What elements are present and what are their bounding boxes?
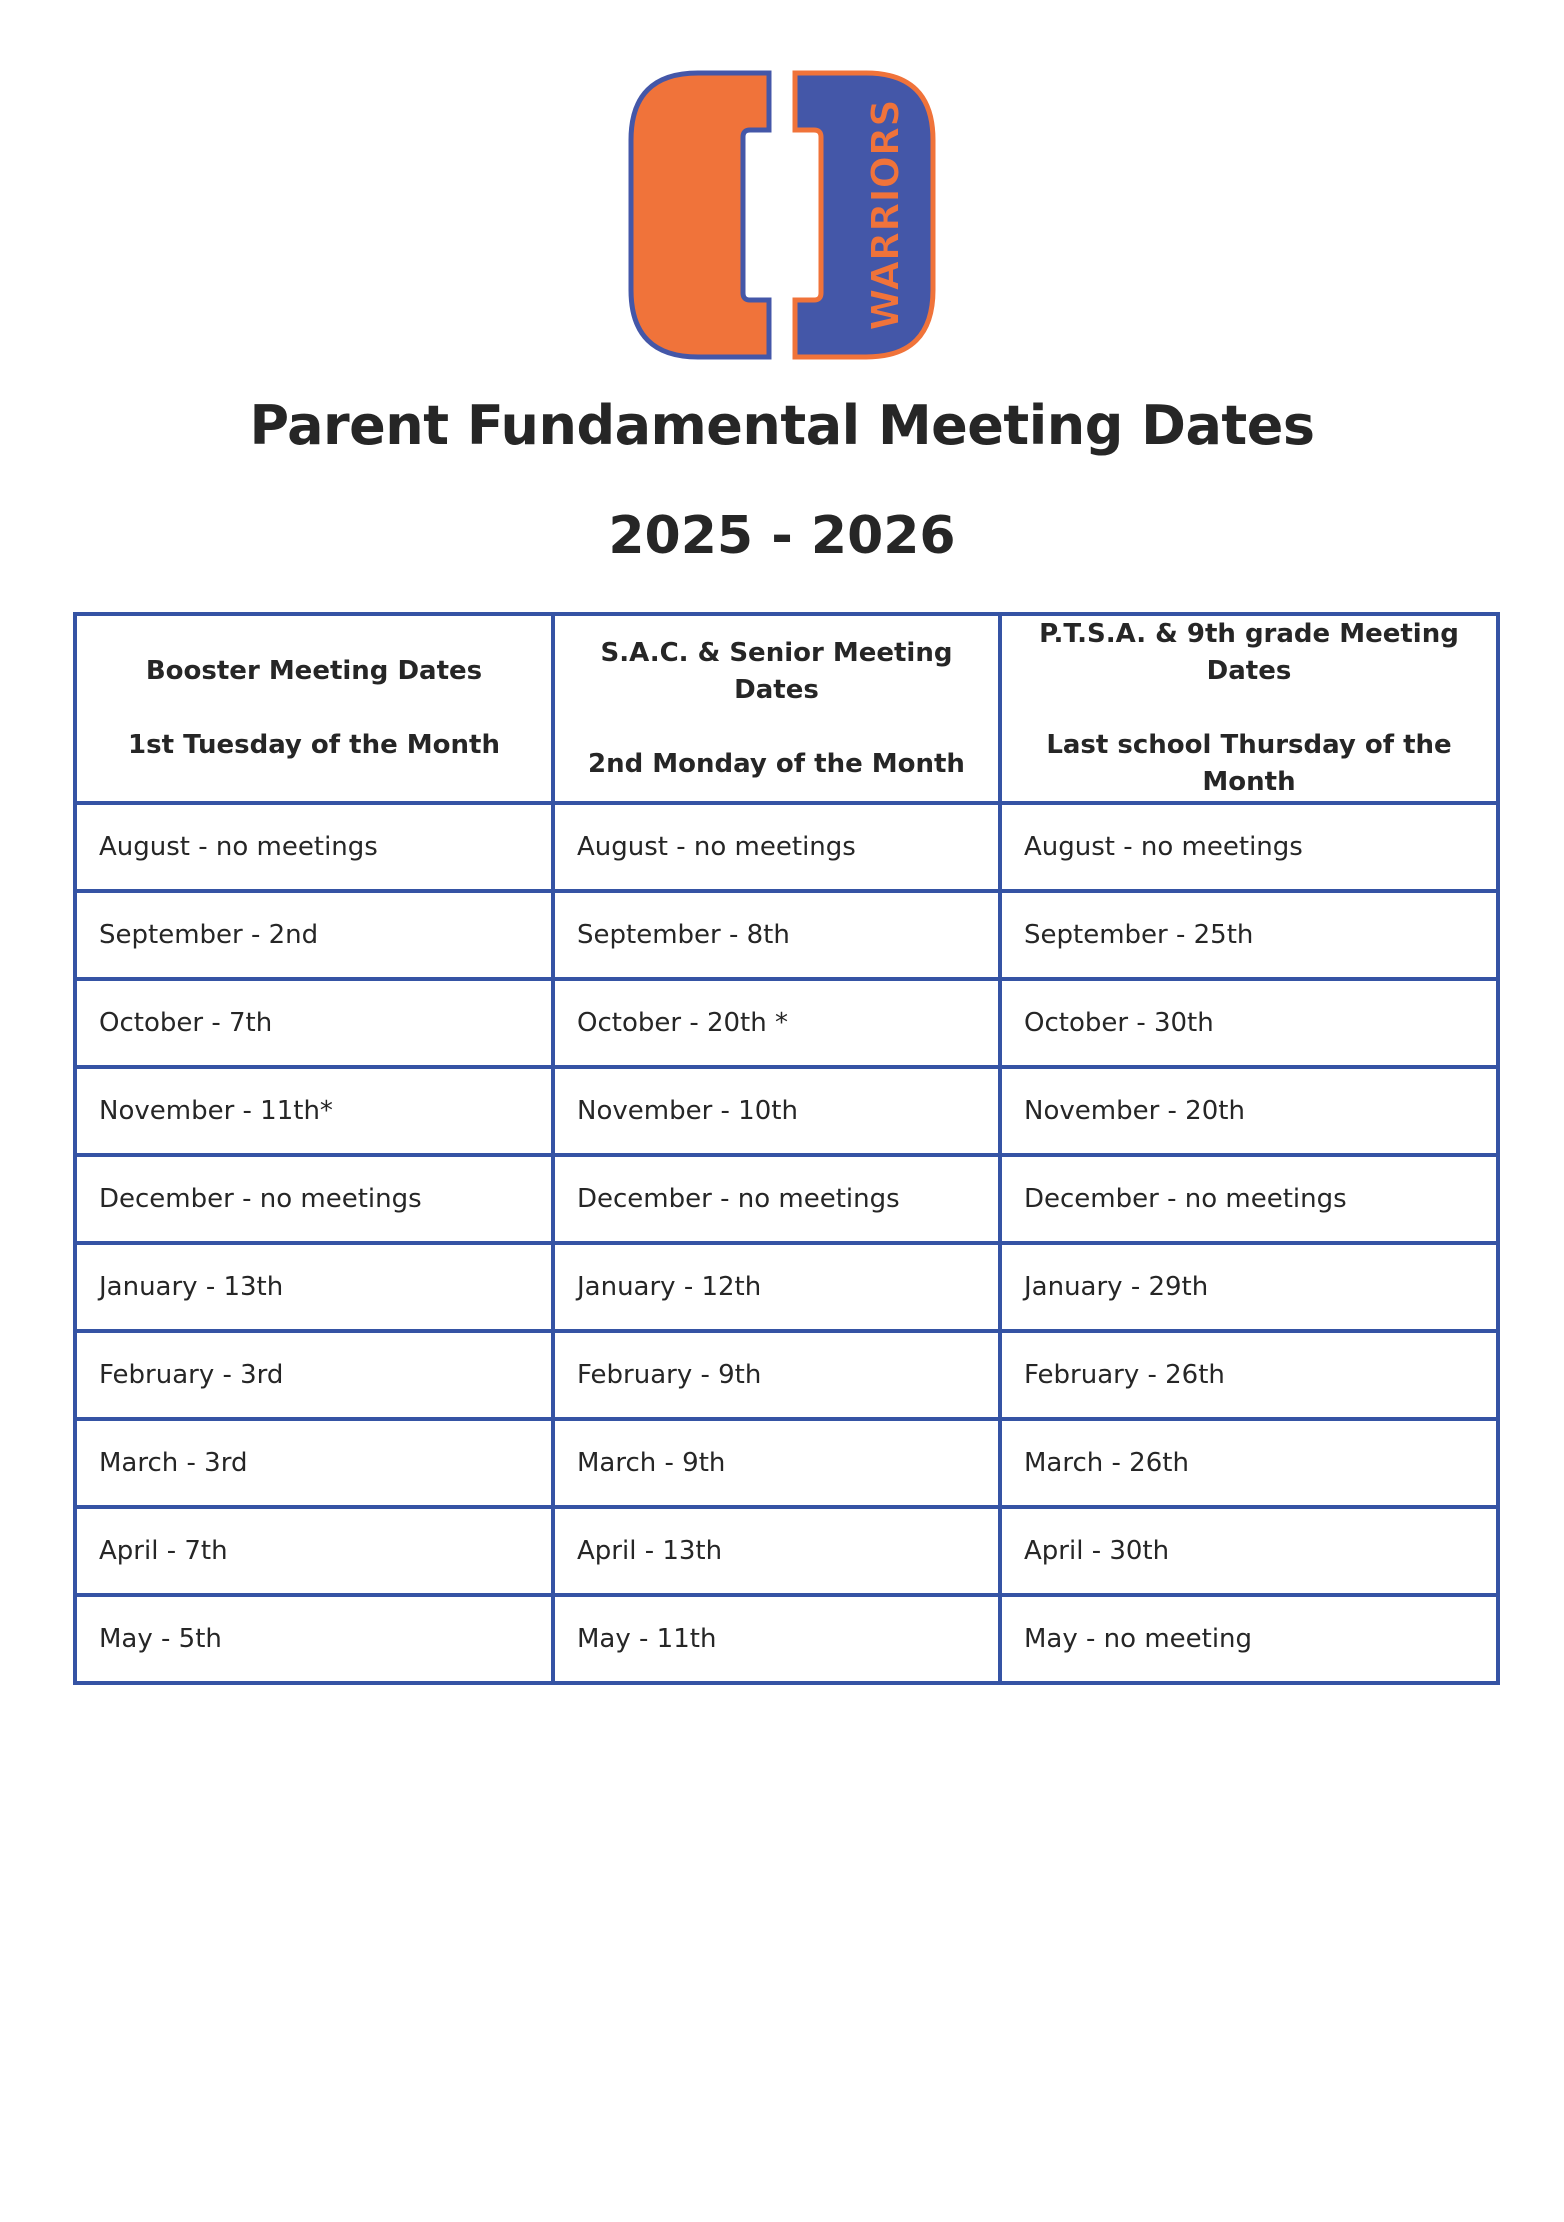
ptsa-date-cell: May - no meeting [1000,1595,1498,1683]
ptsa-date-cell: October - 30th [1000,979,1498,1067]
warriors-logo [628,70,936,360]
booster-date-cell: December - no meetings [75,1155,553,1243]
ptsa-date-cell: September - 25th [1000,891,1498,979]
booster-date-cell: January - 13th [75,1243,553,1331]
column-schedule: 1st Tuesday of the Month [128,730,500,760]
column-title: S.A.C. & Senior Meeting Dates [600,637,953,705]
column-header-booster [75,614,553,803]
logo-warriors-text: WARRIORS [863,99,908,331]
sac-date-cell: May - 11th [553,1595,1000,1683]
sac-date-cell: August - no meetings [553,803,1000,891]
table-row [75,1067,1498,1155]
table-row [75,803,1498,891]
logo-orange-bracket [631,73,769,357]
booster-date-cell: April - 7th [75,1507,553,1595]
booster-date-cell: February - 3rd [75,1331,553,1419]
sac-date-cell: February - 9th [553,1331,1000,1419]
table-row [75,1243,1498,1331]
table-header-row [75,614,1498,803]
ptsa-date-cell: August - no meetings [1000,803,1498,891]
ptsa-date-cell: January - 29th [1000,1243,1498,1331]
sac-date-cell: January - 12th [553,1243,1000,1331]
ptsa-date-cell: February - 26th [1000,1331,1498,1419]
booster-date-cell: August - no meetings [75,803,553,891]
table-row [75,1595,1498,1683]
table-row [75,1419,1498,1507]
page-title: Parent Fundamental Meeting Dates [249,394,1315,457]
ptsa-date-cell: March - 26th [1000,1419,1498,1507]
column-schedule: Last school Thursday of the Month [1046,730,1452,797]
ptsa-date-cell: December - no meetings [1000,1155,1498,1243]
sac-date-cell: December - no meetings [553,1155,1000,1243]
column-header-sac-senior [553,614,1000,803]
ptsa-date-cell: November - 20th [1000,1067,1498,1155]
table-row [75,1155,1498,1243]
booster-date-cell: September - 2nd [75,891,553,979]
booster-date-cell: May - 5th [75,1595,553,1683]
ptsa-date-cell: April - 30th [1000,1507,1498,1595]
table-row [75,979,1498,1067]
booster-date-cell: October - 7th [75,979,553,1067]
sac-date-cell: September - 8th [553,891,1000,979]
school-year: 2025 - 2026 [608,506,956,566]
table-row [75,1507,1498,1595]
sac-date-cell: March - 9th [553,1419,1000,1507]
column-header-ptsa-9th [1000,614,1498,803]
booster-date-cell: November - 11th* [75,1067,553,1155]
meeting-dates-table [73,612,1500,1685]
table-row [75,891,1498,979]
sac-date-cell: November - 10th [553,1067,1000,1155]
column-schedule: 2nd Monday of the Month [588,748,965,779]
sac-date-cell: October - 20th * [553,979,1000,1067]
column-title: Booster Meeting Dates [145,656,483,686]
table-row [75,1331,1498,1419]
booster-date-cell: March - 3rd [75,1419,553,1507]
column-title: P.T.S.A. & 9th grade Meeting Dates [1039,619,1459,686]
sac-date-cell: April - 13th [553,1507,1000,1595]
